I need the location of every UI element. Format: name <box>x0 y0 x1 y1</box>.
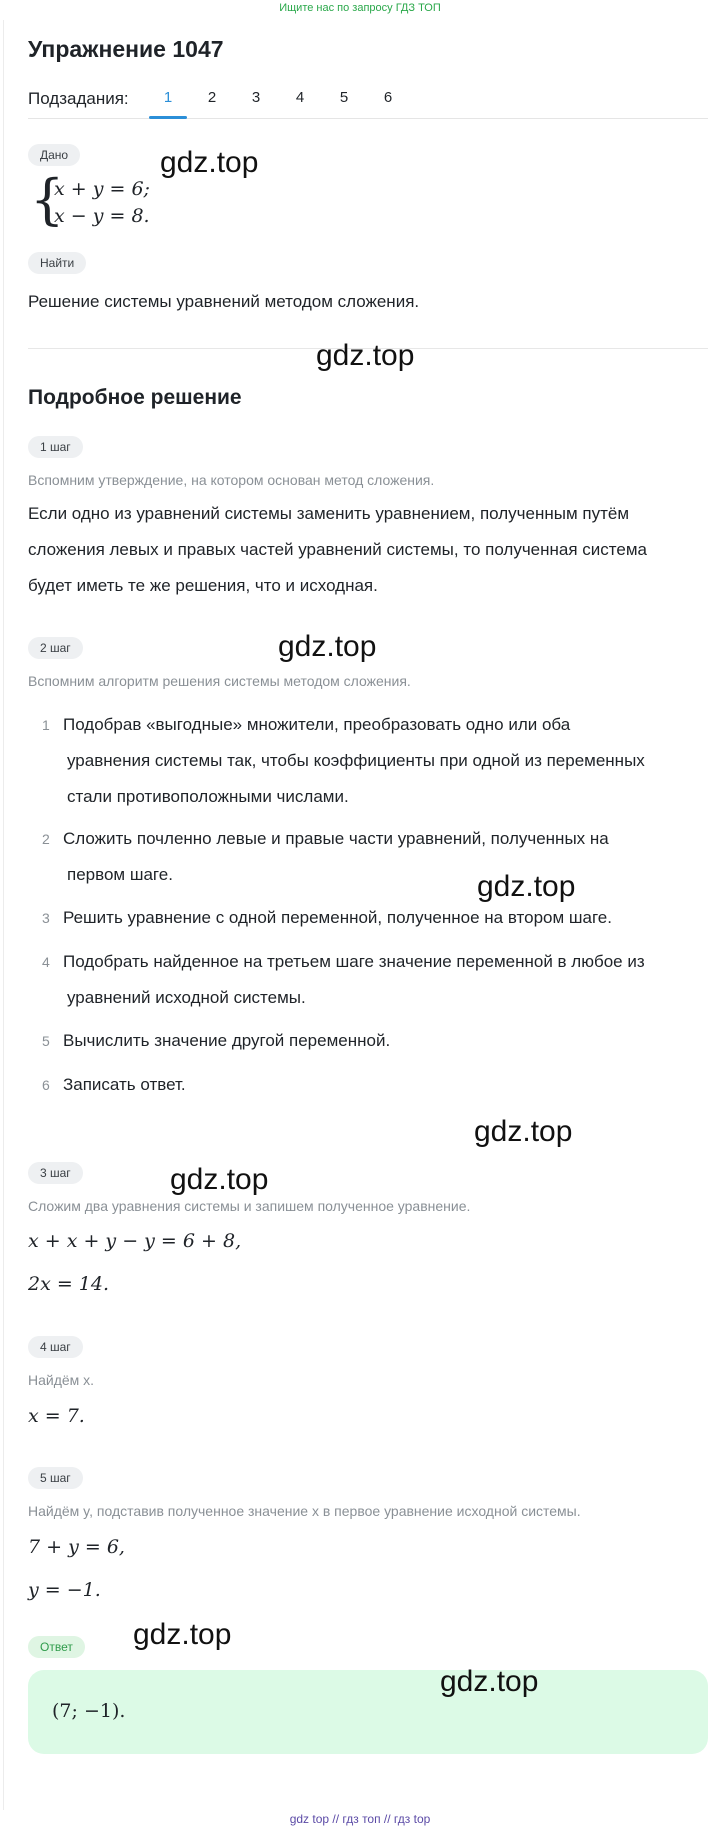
page-title: Упражнение 1047 <box>28 36 224 62</box>
list-item-line: Подобрать найденное на третьем шаге значение переменной в любое из <box>63 952 645 971</box>
step-5-equation-2: y = −1. <box>28 1579 101 1601</box>
list-item-number: 2 <box>42 831 50 847</box>
left-border <box>3 20 4 1810</box>
step-5-equation-1: 7 + y = 6, <box>28 1536 125 1558</box>
tabs-divider <box>28 118 708 119</box>
given-badge: Дано <box>28 144 80 166</box>
given-equation-2: x − y = 8. <box>54 205 150 227</box>
tab-subtask-6[interactable]: 6 <box>383 89 393 106</box>
tab-subtask-5[interactable]: 5 <box>339 89 349 106</box>
step-3-badge: 3 шаг <box>28 1162 83 1184</box>
paragraph-line: будет иметь те же решения, что и исходная. <box>28 576 378 595</box>
find-text: Решение системы уравнений методом сложения. <box>28 292 420 311</box>
watermark: gdz.top <box>440 1665 539 1698</box>
list-item-line: первом шаге. <box>67 865 173 884</box>
system-brace: { <box>30 168 65 231</box>
list-item <box>63 707 703 815</box>
step-1-paragraph <box>28 496 708 604</box>
tab-subtask-1[interactable]: 1 <box>163 89 173 106</box>
list-item <box>63 900 703 936</box>
list-item-line: Подобрав «выгодные» множители, преобразовать одно или оба <box>63 715 571 734</box>
paragraph-line: сложения левых и правых частей уравнений системы, то полученная система <box>28 540 647 559</box>
step-4-equation-1: x = 7. <box>28 1405 85 1427</box>
list-item-line: Вычислить значение другой переменной. <box>63 1031 391 1050</box>
list-item-line: уравнения системы так, чтобы коэффициенты при одной из переменных <box>67 751 645 770</box>
solution-title: Подробное решение <box>28 386 242 409</box>
list-item <box>63 821 703 893</box>
step-3-equation-2: 2x = 14. <box>28 1273 110 1295</box>
watermark: gdz.top <box>474 1115 573 1148</box>
list-item-line: стали противоположными числами. <box>67 787 349 806</box>
step-1-hint: Вспомним утверждение, на котором основан метод сложения. <box>28 472 435 488</box>
list-item-line: Сложить почленно левые и правые части уравнений, полученных на <box>63 829 609 848</box>
step-2-hint: Вспомним алгоритм решения системы методом сложения. <box>28 673 411 689</box>
list-item <box>63 1023 703 1059</box>
list-item-number: 6 <box>42 1077 50 1093</box>
step-2-badge: 2 шаг <box>28 637 83 659</box>
answer-badge: Ответ <box>28 1636 85 1658</box>
list-item-line: Решить уравнение с одной переменной, полученное на втором шаге. <box>63 908 612 927</box>
footer-links[interactable]: gdz top // гдз топ // гдз top <box>289 1812 431 1826</box>
step-5-hint: Найдём y, подставив полученное значение x в первое уравнение исходной системы. <box>28 1503 581 1519</box>
step-1-badge: 1 шаг <box>28 436 83 458</box>
watermark: gdz.top <box>477 870 576 903</box>
answer-box <box>28 1670 708 1754</box>
watermark: gdz.top <box>133 1618 232 1651</box>
list-item-number: 1 <box>42 717 50 733</box>
watermark: gdz.top <box>160 146 259 179</box>
given-equation-1: x + y = 6; <box>54 178 150 200</box>
tab-subtask-3[interactable]: 3 <box>251 89 261 106</box>
step-3-hint: Сложим два уравнения системы и запишем полученное уравнение. <box>28 1198 471 1214</box>
list-item-number: 5 <box>42 1033 50 1049</box>
step-4-hint: Найдём x. <box>28 1372 95 1388</box>
watermark: gdz.top <box>170 1163 269 1196</box>
step-3-equation-1: x + x + y − y = 6 + 8, <box>28 1230 242 1252</box>
find-badge: Найти <box>28 252 86 274</box>
paragraph-line: Если одно из уравнений системы заменить уравнением, полученным путём <box>28 504 630 523</box>
tab-subtask-4[interactable]: 4 <box>295 89 305 106</box>
list-item <box>63 1067 703 1103</box>
step-4-badge: 4 шаг <box>28 1336 83 1358</box>
subtasks-label: Подзадания: <box>28 89 129 108</box>
list-item-line: Записать ответ. <box>63 1075 186 1094</box>
watermark: gdz.top <box>278 630 377 663</box>
list-item-line: уравнений исходной системы. <box>67 988 306 1007</box>
list-item-number: 4 <box>42 954 50 970</box>
watermark: gdz.top <box>316 339 415 372</box>
list-item-number: 3 <box>42 910 50 926</box>
tab-subtask-2[interactable]: 2 <box>207 89 217 106</box>
top-banner[interactable]: Ищите нас по запросу ГДЗ ТОП <box>279 2 441 14</box>
answer-value: (7; −1). <box>52 1700 126 1722</box>
list-item <box>63 944 703 1016</box>
step-5-badge: 5 шаг <box>28 1467 83 1489</box>
active-tab-indicator <box>149 116 187 119</box>
